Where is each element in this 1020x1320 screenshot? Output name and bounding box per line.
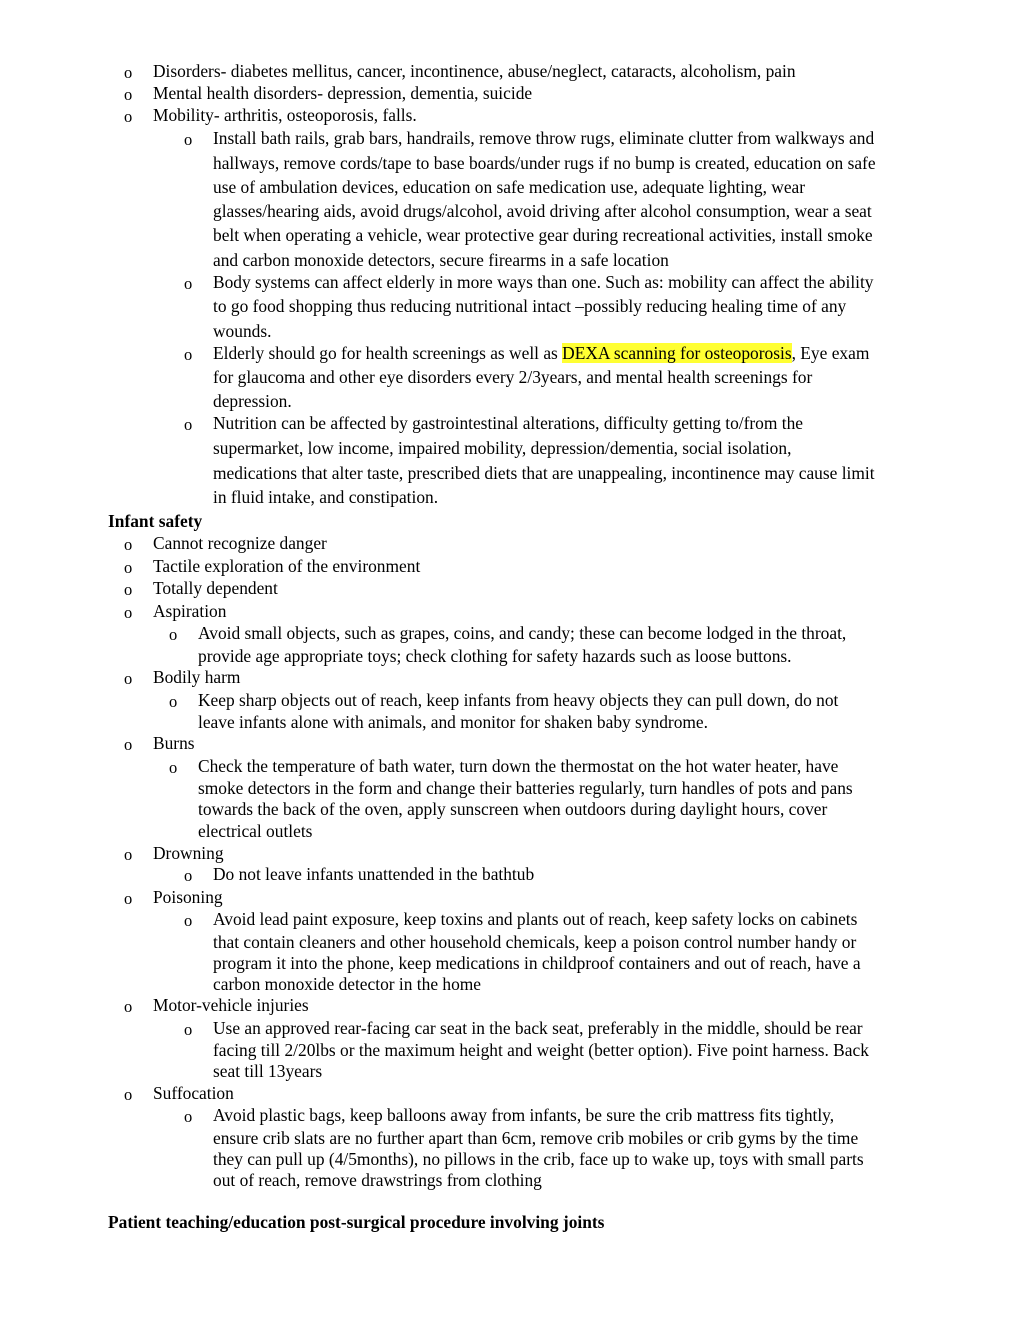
motor-vehicle-line: Use an approved rear-facing car seat in the back seat, preferably in the middle, should be rear: [213, 1018, 863, 1038]
install-line: Install bath rails, grab bars, handrails, remove throw rugs, eliminate clutter from walkways and: [213, 128, 875, 148]
suffocation-line: ensure crib slats are no further apart than 6cm, remove crib mobiles or crib gyms by the time: [213, 1128, 859, 1148]
list-item-bodily-harm: Bodily harm: [153, 667, 241, 687]
bodily-harm-line: leave infants alone with animals, and monitor for shaken baby syndrome.: [198, 712, 708, 732]
screening-text: , Eye exam: [791, 343, 870, 363]
poisoning-line: carbon monoxide detector in the home: [213, 974, 482, 994]
highlighted-text: DEXA scanning for osteoporosis: [562, 343, 792, 363]
list-item-poisoning: Poisoning: [153, 887, 223, 907]
list-item: Totally dependent: [153, 578, 278, 598]
list-item-drowning: Drowning: [153, 843, 224, 863]
screening-line: depression.: [213, 391, 292, 411]
list-bullet: o: [124, 1085, 133, 1104]
install-line: use of ambulation devices, education on safe medication use, adequate lighting, wear: [213, 177, 806, 197]
nutrition-line: medications that alter taste, prescribed diets that are unappealing, incontinence may cause limit: [213, 463, 875, 483]
list-bullet: o: [184, 1020, 193, 1039]
burns-line: smoke detectors in the form and change their batteries regularly, turn handles of pots and pans: [198, 778, 853, 798]
list-bullet: o: [184, 345, 193, 364]
install-line: hallways, remove cords/tape to base boards/under rugs if no bump is created, education on safe: [213, 153, 876, 173]
list-bullet: o: [124, 580, 133, 599]
install-line: belt when operating a vehicle, wear protective gear during recreational activities, install smoke: [213, 225, 873, 245]
list-bullet: o: [124, 603, 133, 622]
list-bullet: o: [169, 625, 178, 644]
list-item-suffocation: Suffocation: [153, 1083, 234, 1103]
suffocation-line: Avoid plastic bags, keep balloons away from infants, be sure the crib mattress fits tightly,: [213, 1105, 835, 1125]
list-bullet: o: [184, 274, 193, 293]
drowning-line: Do not leave infants unattended in the bathtub: [213, 864, 535, 884]
bodily-harm-line: Keep sharp objects out of reach, keep infants from heavy objects they can pull down, do not: [198, 690, 839, 710]
list-item-disorders: Disorders- diabetes mellitus, cancer, incontinence, abuse/neglect, cataracts, alcoholism, pain: [153, 61, 796, 81]
poisoning-line: that contain cleaners and other household chemicals, keep a poison control number handy or: [213, 932, 857, 952]
list-item-motor-vehicle: Motor-vehicle injuries: [153, 995, 309, 1015]
burns-line: towards the back of the oven, apply sunscreen when outdoors during daylight hours, cover: [198, 799, 828, 819]
screening-line: for glaucoma and other eye disorders every 2/3years, and mental health screenings for: [213, 367, 813, 387]
section-heading-infant-safety: Infant safety: [108, 511, 203, 531]
nutrition-line: in fluid intake, and constipation.: [213, 487, 439, 507]
list-bullet: o: [184, 415, 193, 434]
burns-line: Check the temperature of bath water, turn down the thermostat on the hot water heater, have: [198, 756, 839, 776]
list-bullet: o: [124, 535, 133, 554]
list-bullet: o: [124, 735, 133, 754]
list-item: Cannot recognize danger: [153, 533, 327, 553]
aspiration-line: Avoid small objects, such as grapes, coins, and candy; these can become lodged in the throat,: [198, 623, 847, 643]
list-bullet: o: [124, 63, 133, 82]
aspiration-line: provide age appropriate toys; check clothing for safety hazards such as loose buttons.: [198, 646, 792, 666]
list-bullet: o: [169, 758, 178, 777]
list-bullet: o: [124, 669, 133, 688]
list-bullet: o: [124, 107, 133, 126]
list-bullet: o: [124, 997, 133, 1016]
install-line: and carbon monoxide detectors, secure firearms in a safe location: [213, 250, 669, 270]
section-heading-patient-teaching: Patient teaching/education post-surgical procedure involving joints: [108, 1212, 605, 1232]
burns-line: electrical outlets: [198, 821, 313, 841]
body-systems-line: wounds.: [213, 321, 272, 341]
list-bullet: o: [124, 845, 133, 864]
poisoning-line: Avoid lead paint exposure, keep toxins and plants out of reach, keep safety locks on cabinets: [213, 909, 858, 929]
list-bullet: o: [184, 1107, 193, 1126]
list-item-mental-health: Mental health disorders- depression, dementia, suicide: [153, 83, 533, 103]
list-bullet: o: [169, 692, 178, 711]
list-item: Tactile exploration of the environment: [153, 556, 421, 576]
suffocation-line: out of reach, remove drawstrings from clothing: [213, 1170, 542, 1190]
list-item-mobility: Mobility- arthritis, osteoporosis, falls.: [153, 105, 417, 125]
suffocation-line: they can pull up (4/5months), no pillows in the crib, face up to wake up, toys with small parts: [213, 1149, 864, 1169]
list-bullet: o: [124, 889, 133, 908]
body-systems-line: Body systems can affect elderly in more ways than one. Such as: mobility can affect the ability: [213, 272, 874, 292]
body-systems-line: to go food shopping thus reducing nutritional intact –possibly reducing healing time of any: [213, 296, 847, 316]
poisoning-line: program it into the phone, keep medications in childproof containers and out of reach, have a: [213, 953, 861, 973]
screening-line: [213, 343, 869, 364]
motor-vehicle-line: facing till 2/20lbs or the maximum height and weight (better option). Five point harness. Back: [213, 1040, 869, 1060]
list-bullet: o: [124, 85, 133, 104]
nutrition-line: Nutrition can be affected by gastrointestinal alterations, difficulty getting to/from the: [213, 413, 803, 433]
nutrition-line: supermarket, low income, impaired mobility, depression/dementia, social isolation,: [213, 438, 792, 458]
list-item-burns: Burns: [153, 733, 195, 753]
screening-text: Elderly should go for health screenings as well as: [213, 343, 563, 363]
list-bullet: o: [184, 130, 193, 149]
list-bullet: o: [184, 866, 193, 885]
motor-vehicle-line: seat till 13years: [213, 1061, 323, 1081]
list-item-aspiration: Aspiration: [153, 601, 227, 621]
list-bullet: o: [184, 911, 193, 930]
install-line: glasses/hearing aids, avoid drugs/alcohol, avoid driving after alcohol consumption, wear a seat: [213, 201, 872, 221]
list-bullet: o: [124, 558, 133, 577]
